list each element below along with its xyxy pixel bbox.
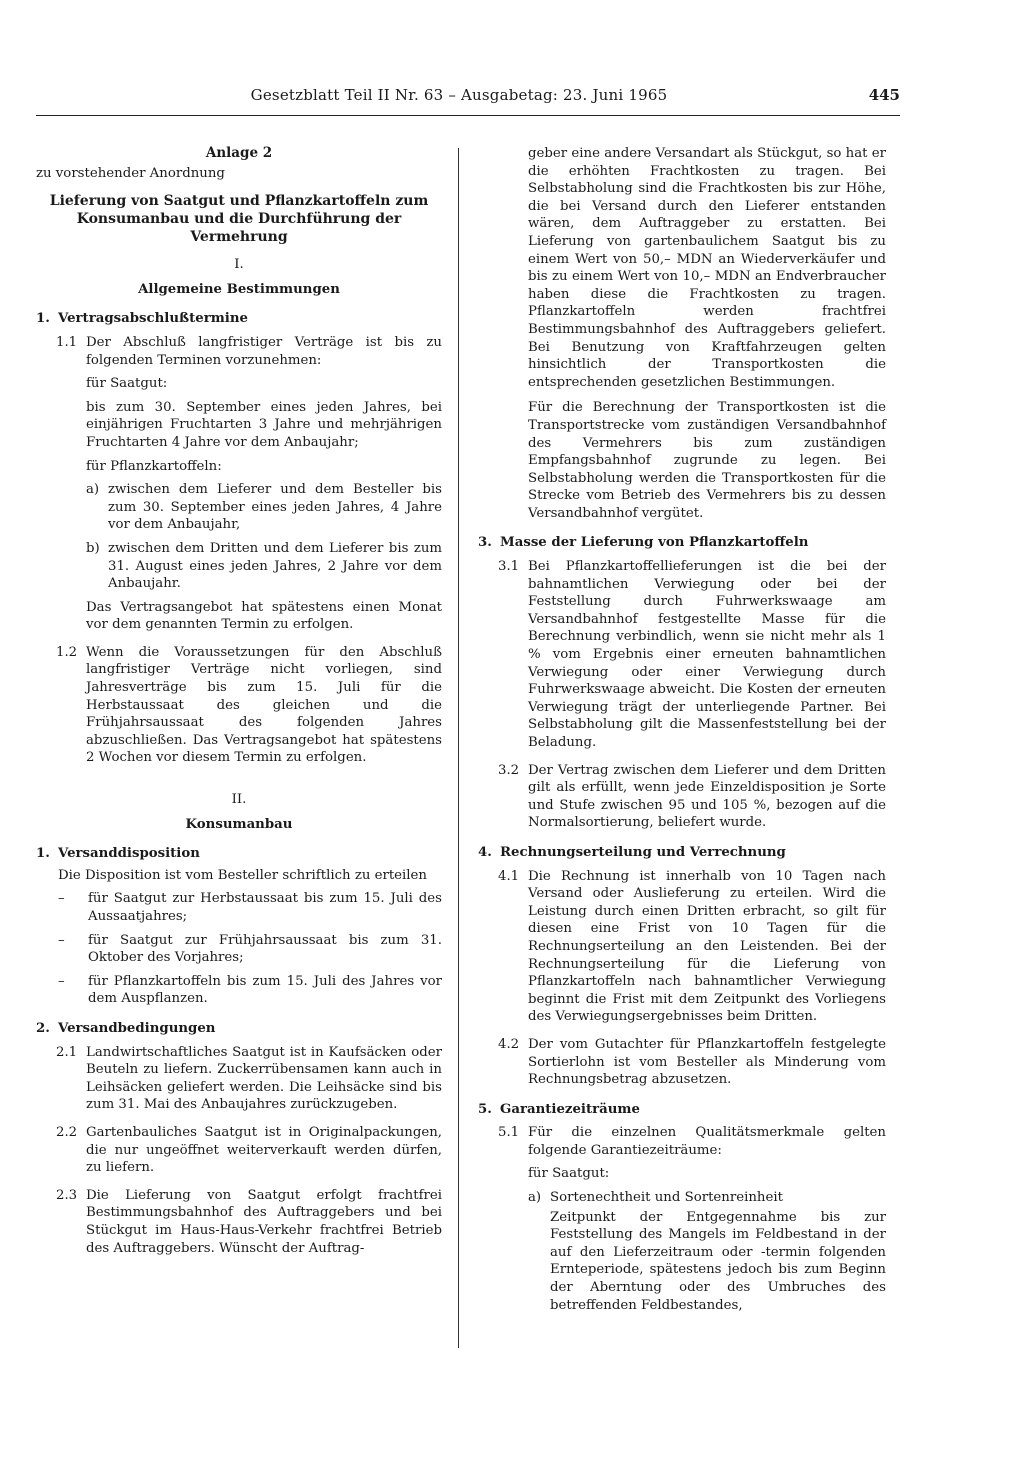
clause-number: 5.1 [498,1125,520,1141]
clause-text: Bei Pflanzkartoffellieferungen ist die bei der bahnamtlichen Verwiegung oder bei der Feststellung durch Fuhrwerkswaage am Versandbahnhof festgestellte Masse für die Berechnung verbindlich, wenn sie nicht mehr als 1 % vom Ergebnis einer erneuten bahnamtlichen Verwiegung oder einer Verwiegung durch Fuhrwerkswaage abweicht. Die Kosten der erneuten Verwiegung trägt der unterliegende Partner. Bei Selbstabholung gilt die Massenfeststellung bei der Beladung. [528,559,886,750]
clause-number: 4.1 [498,868,520,884]
list-text: für Pflanzkartoffeln bis zum 15. Juli des Jahres vor dem Auspflanzen. [88,973,442,1007]
list-item [86,540,442,593]
subsection-number: 3. [478,535,492,551]
clause-number: 1.2 [56,644,78,660]
page-number: 445 [868,86,900,104]
column-divider [458,148,459,1348]
section-heading: Allgemeine Bestimmungen [138,281,340,297]
clause-number: 1.1 [56,334,78,350]
subsection-heading [478,844,886,862]
clause-number: 3.2 [498,762,520,778]
list-text: Sortenechtheit und Sortenreinheit [550,1190,783,1206]
subsection-number: 5. [478,1101,492,1117]
list-text: zwischen dem Dritten und dem Lieferer bis zum 31. August eines jeden Jahres, 2 Jahre vor dem Anbaujahr. [108,540,442,592]
list-item [86,481,442,534]
paragraph: Zeitpunkt der Entgegennahme bis zur Feststellung des Mangels im Feldbestand in der auf den Lieferzeitraum oder -termin folgenden Ernteperiode, spätestens jedoch bis zum Beginn der Aberntung oder des Umbruches des betreffenden Feldbestandes, [550,1209,886,1313]
clause-text: Der Vertrag zwischen dem Lieferer und dem Dritten gilt als erfüllt, wenn jede Einzeldisposition je Sorte und Stufe zwischen 95 und 105 %, bezogen auf die Normalsortierung, beliefert wurde. [528,762,886,831]
clause [36,334,442,369]
paragraph: Das Vertragsangebot hat spätestens einen Monat vor dem genannten Termin zu erfolgen. [86,599,442,633]
subsection-title: Masse der Lieferung von Pflanzkartoffeln [500,535,809,551]
paragraph: für Saatgut: [86,376,168,392]
subsection-number: 2. [36,1020,50,1036]
subsection-title: Vertragsabschlußtermine [58,311,248,327]
subsection-title: Garantiezeiträume [500,1101,640,1117]
clause [478,762,886,832]
clause [36,1187,442,1257]
list-item [58,973,442,1008]
list-item [528,1189,886,1207]
list-item [58,890,442,925]
clause [36,644,442,767]
right-column [478,143,886,1314]
list-item [58,932,442,967]
annex-subtitle: zu vorstehender Anordnung [36,165,225,181]
clause [478,1124,886,1159]
clause [36,1044,442,1114]
subsection-title: Versanddisposition [58,846,200,862]
clause-text: Die Rechnung ist innerhalb von 10 Tagen nach Versand oder Auslieferung zu erteilen. Wird die Leistung durch einen Dritten erbracht, so gilt für diesen eine Frist von 10 Tagen für die Rechnungserteilung an den Leistenden. Bei der Rechnungserteilung für die Lieferung von Pflanzkartoffeln nach bahnamtlicher Verwiegung beginnt die Frist mit dem Zeitpunkt des Vorliegens des Verwiegungsergebnisses beim Dritten. [528,868,886,1025]
list-text: für Saatgut zur Herbstaussaat bis zum 15. Juli des Aussaatjahres; [88,891,442,924]
subsection-heading [36,845,442,863]
clause-text: Gartenbauliches Saatgut ist in Originalpackungen, die nur ungeöffnet weiterverkauft werden dürfen, zu liefern. [86,1124,442,1176]
list-label: – [58,973,65,989]
list-label: b) [86,540,100,556]
clause-number: 2.1 [56,1044,78,1060]
clause [478,558,886,752]
clause-number: 2.3 [56,1187,78,1203]
section-number: I. [234,257,244,273]
subsection-heading [478,534,886,552]
paragraph: bis zum 30. September eines jeden Jahres, bei einjährigen Fruchtarten 3 Jahre und mehrjährigen Fruchtarten 4 Jahre vor dem Anbaujahr; [86,399,442,450]
clause-text: Für die einzelnen Qualitätsmerkmale gelten folgende Garantiezeiträume: [528,1125,886,1158]
clause-text: Landwirtschaftliches Saatgut ist in Kaufsäcken oder Beuteln zu liefern. Zuckerrübensamen kann auch in Leihsäcken geliefert werden. Die Leihsäcke sind bis zum 31. Mai des Anbaujahres zurückzugeben. [86,1044,442,1113]
subsection-number: 1. [36,846,50,862]
section-heading: Konsumanbau [185,816,293,832]
left-column [36,143,442,1257]
clause-number: 4.2 [498,1036,520,1052]
list-label: a) [528,1190,542,1206]
subsection-heading [36,310,442,328]
paragraph: für Saatgut: [528,1166,610,1182]
clause [478,1036,886,1089]
subsection-number: 1. [36,311,50,327]
subsection-number: 4. [478,844,492,860]
section-number: II. [231,792,247,808]
subsection-heading [36,1020,442,1038]
clause-number: 3.1 [498,559,520,575]
clause [478,868,886,1026]
running-header: Gesetzblatt Teil II Nr. 63 – Ausgabetag: 23. Juni 1965 [250,86,668,104]
clause [36,1124,442,1177]
list-text: zwischen dem Lieferer und dem Besteller bis zum 30. September eines jeden Jahres, 4 Jahre vor dem Anbaujahr, [108,482,442,533]
list-label: – [58,891,65,907]
clause-text: Der vom Gutachter für Pflanzkartoffeln festgelegte Sortierlohn ist vom Besteller als Minderung vom Rechnungsbetrag abzusetzen. [528,1036,886,1088]
list-text: für Saatgut zur Frühjahrsaussaat bis zum 31. Oktober des Vorjahres; [88,932,442,966]
list-label: a) [86,482,100,498]
annex-label: Anlage 2 [205,145,273,161]
clause-text: Die Lieferung von Saatgut erfolgt frachtfrei Bestimmungsbahnhof des Auftraggebers und bei Stückgut im Haus-Haus-Verkehr frachtfrei Betrieb des Auftraggebers. Wünscht der Auftrag- [86,1187,442,1256]
subsection-heading [478,1101,886,1119]
clause-text: Wenn die Voraussetzungen für den Abschluß langfristiger Verträge nicht vorliegen, sind Jahresverträge bis zum 15. Juli für die Herbstaussaat des gleichen und die Frühjahrsaussaat des folgenden Jahres abzuschließen. Das Vertragsangebot hat spätestens 2 Wochen vor diesem Termin zu erfolgen. [86,644,442,766]
paragraph: für Pflanzkartoffeln: [86,458,222,474]
clause-number: 2.2 [56,1124,78,1140]
paragraph: Die Disposition ist vom Besteller schriftlich zu erteilen [58,867,427,883]
list-label: – [58,932,65,948]
paragraph: Für die Berechnung der Transportkosten ist die Transportstrecke vom zuständigen Versandbahnhof des Vermehrers bis zum zuständigen Empfangsbahnhof zugrunde zu legen. Bei Selbstabholung werden die Transportkosten für die Strecke vom Betrieb des Vermehrers bis zu dessen Versandbahnhof vergütet. [528,400,886,521]
clause-text: Der Abschluß langfristiger Verträge ist bis zu folgenden Terminen vorzunehmen: [86,334,442,368]
paragraph: geber eine andere Versandart als Stückgut, so hat er die erhöhten Frachtkosten zu tragen. Bei Selbstabholung sind die Frachtkosten bis zur Höhe, die bei Versand durch den Lieferer entstanden wären, dem Auftraggeber zu erstatten. Bei Lieferung von gartenbaulichem Saatgut bis zu einem Wert von 50,– MDN an Wiederverkäufer und bis zu einem Wert von 10,– MDN an Endverbraucher haben diese die Frachtkosten zu tragen. Pflanzkartoffeln werden frachtfrei Bestimmungsbahnhof des Auftraggebers geliefert. Bei Benutzung von Kraftfahrzeugen gelten hinsichtlich der Transportkosten die entsprechenden gesetzlichen Bestimmungen. [528,146,886,390]
document-title: Lieferung von Saatgut und Pflanzkartoffeln zum Konsumanbau und die Durchführung der Vermehrung [49,193,429,246]
subsection-title: Rechnungserteilung und Verrechnung [500,844,786,860]
header-rule [36,115,900,116]
subsection-title: Versandbedingungen [58,1020,216,1036]
